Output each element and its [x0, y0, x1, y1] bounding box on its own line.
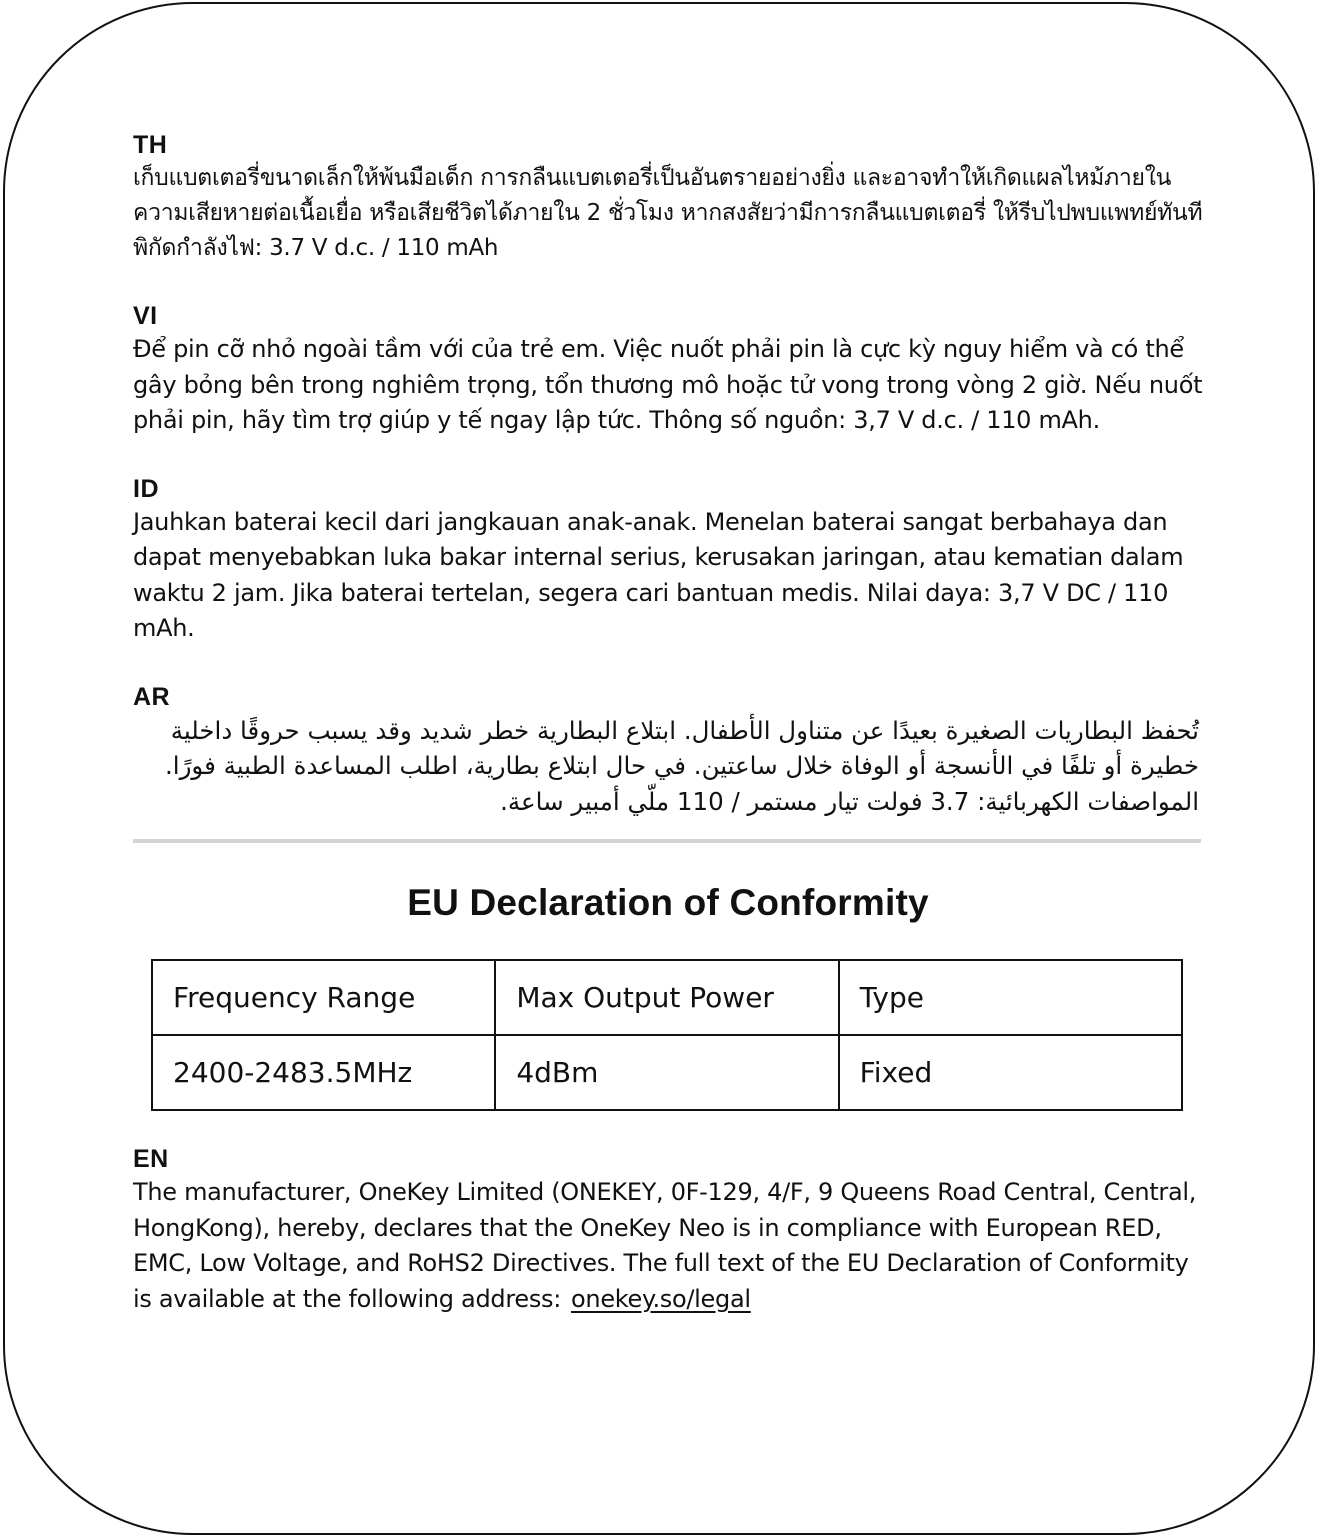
warning-text: تُحفظ البطاريات الصغيرة بعيدًا عن متناول الأطفال. ابتلاع البطارية خطر شديد وقد يسبب حروقًا داخلية خطيرة أو تلفًا في الأنسجة أو الوفاة خلال ساعتين. في حال ابتلاع بطارية، اطلب المساعدة الطبية فورًا. المواصفات الكهربائية: 3.7 فولت تيار مستمر / 110 ملّي أمبير ساعة.: [164, 715, 1199, 816]
warning-text: Để pin cỡ nhỏ ngoài tầm với của trẻ em. Việc nuốt phải pin là cực kỳ nguy hiểm và có thể gây bỏng bên trong nghiêm trọng, tổn thương mô hoặc tử vong trong vòng 2 giờ. Nếu nuốt phải pin, hãy tìm trợ giúp y tế ngay lập tức. Thông số nguồn: 3,7 V d.c. / 110 mAh.: [133, 335, 1203, 434]
table-header-row: [152, 960, 1182, 1035]
language-code: AR: [133, 682, 171, 711]
language-code: ID: [133, 474, 159, 503]
specification-table: [151, 959, 1183, 1111]
declaration-title: EU Declaration of Conformity: [407, 882, 929, 923]
section-divider: [133, 839, 1201, 843]
table-cell: 4dBm: [495, 1035, 838, 1110]
table-cell: Fixed: [839, 1035, 1182, 1110]
section-en: [133, 1143, 1203, 1317]
language-code: TH: [133, 131, 168, 159]
label-card: [3, 2, 1315, 1535]
legal-link[interactable]: onekey.so/legal: [571, 1284, 751, 1313]
section-th: [133, 129, 1203, 266]
section-vi: [133, 300, 1203, 439]
label-content: [133, 129, 1203, 1351]
table-row: [152, 1035, 1182, 1110]
declaration-text: [133, 1175, 1203, 1317]
declaration-body: The manufacturer, OneKey Limited (ONEKEY, 0F-129, 4/F, 9 Queens Road Central, Central, HongKong), hereby, declares that the OneKey Neo is in compliance with European RED, EMC, Low Voltage, and RoHS2 Directives. The full text of the EU Declaration of Conformity is available at the following address:: [133, 1178, 1197, 1313]
table-header-cell: Max Output Power: [495, 960, 838, 1035]
language-code: VI: [133, 302, 158, 330]
warning-text: Jauhkan baterai kecil dari jangkauan anak-anak. Menelan baterai sangat berbahaya dan dapat menyebabkan luka bakar internal serius, kerusakan jaringan, atau kematian dalam waktu 2 jam. Jika baterai tertelan, segera cari bantuan medis. Nilai daya: 3,7 V DC / 110 mAh.: [133, 507, 1184, 642]
table-header-cell: Type: [839, 960, 1182, 1035]
table-cell: 2400-2483.5MHz: [152, 1035, 495, 1110]
language-code: EN: [133, 1145, 169, 1173]
section-ar: [133, 681, 1203, 820]
section-id: [133, 473, 1203, 647]
table-header-cell: Frequency Range: [152, 960, 495, 1035]
warning-text: เก็บแบตเตอรี่ขนาดเล็กให้พ้นมือเด็ก การกลืนแบตเตอรี่เป็นอันตรายอย่างยิ่ง และอาจทำให้เกิดแผลไหม้ภายใน ความเสียหายต่อเนื้อเยื่อ หรือเสียชีวิตได้ภายใน 2 ชั่วโมง หากสงสัยว่ามีการกลืนแบตเตอรี่ ให้รีบไปพบแพทย์ทันที พิกัดกำลังไฟ: 3.7 V d.c. / 110 mAh: [133, 165, 1203, 261]
